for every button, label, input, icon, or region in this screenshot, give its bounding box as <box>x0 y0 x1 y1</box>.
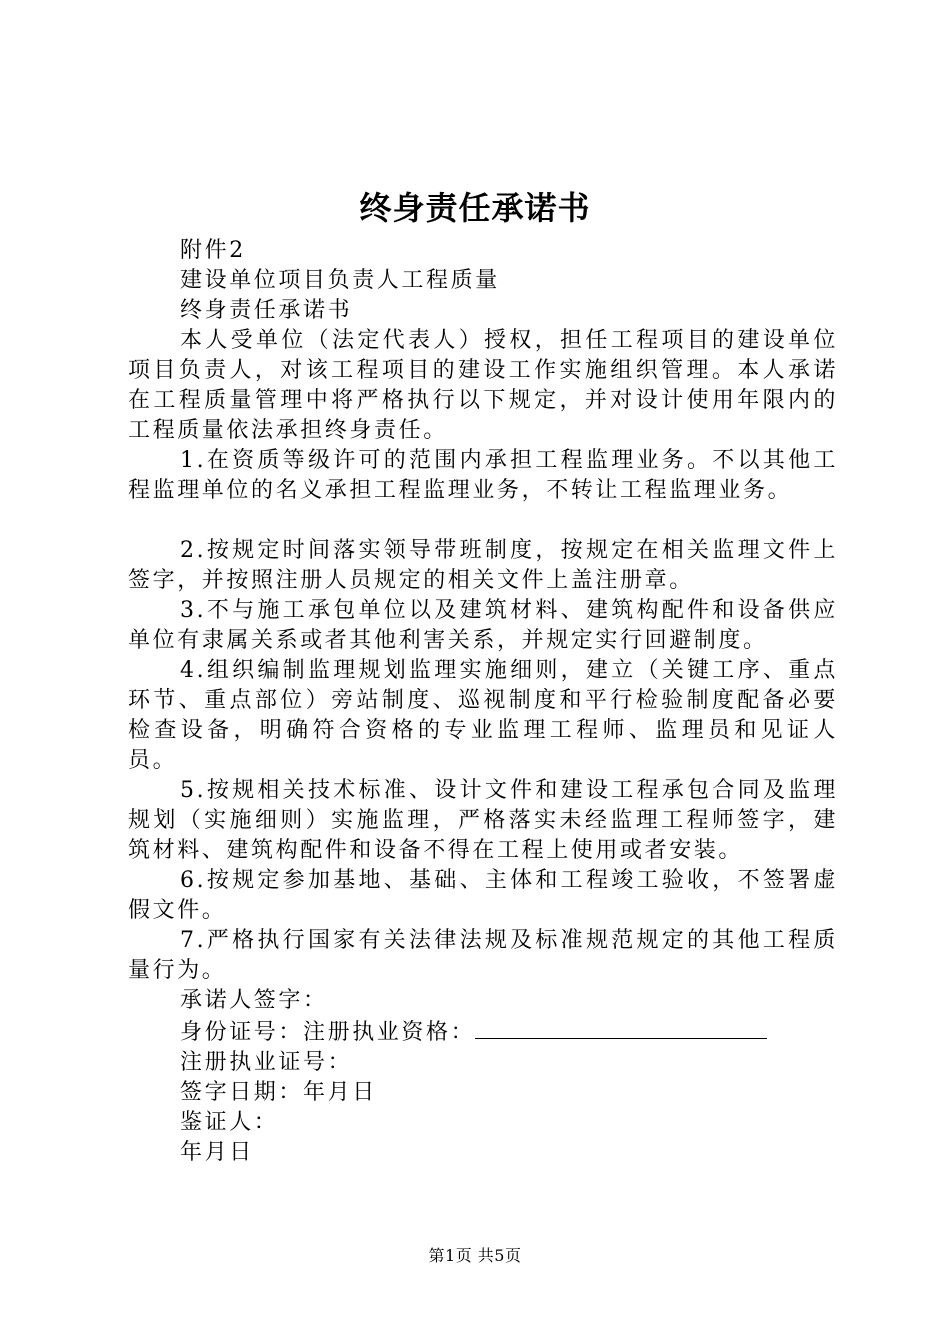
witness-date-label: 年月日 <box>180 1140 254 1165</box>
commitment-item-2: 2.按规定时间落实领导带班制度，按规定在相关监理文件上签字，并按照注册人员规定的相关文件上盖注册章。 <box>128 538 838 593</box>
witness-label: 鉴证人： <box>180 1110 279 1135</box>
id-qualification-line <box>128 1016 838 1048</box>
intro-paragraph: 本人受单位（法定代表人）授权，担任工程项目的建设单位项目负责人，对该工程项目的建设工作实施组织管理。本人承诺在工程质量管理中将严格执行以下规定，并对设计使用年限内的工程质量依法承担终身责任。 <box>128 328 838 443</box>
commitment-item-1: 1.在资质等级许可的范围内承担工程监理业务。不以其他工程监理单位的名义承担工程监理业务，不转让工程监理业务。 <box>128 448 838 503</box>
id-qualification-label: 身份证号：注册执业资格： <box>180 1020 476 1045</box>
document-title: 终身责任承诺书 <box>359 189 591 227</box>
qualification-blank-line <box>475 1016 767 1039</box>
paragraph-gap <box>128 506 838 536</box>
subtitle-line-1: 建设单位项目负责人工程质量 <box>180 268 500 293</box>
page-footer: 第1页 共5页 <box>428 1246 522 1265</box>
subtitle-line-2: 终身责任承诺书 <box>180 298 353 323</box>
commitment-item-7: 7.严格执行国家有关法律法规及标准规范规定的其他工程质量行为。 <box>128 928 838 983</box>
commitment-item-4: 4.组织编制监理规划监理实施细则，建立（关键工序、重点环节、重点部位）旁站制度、巡视制度和平行检验制度配备必要检查设备，明确符合资格的专业监理工程师、监理员和见证人员。 <box>128 658 838 773</box>
commitment-item-6: 6.按规定参加基地、基础、主体和工程竣工验收，不签署虚假文件。 <box>128 868 838 923</box>
commitment-item-5: 5.按规相关技术标准、设计文件和建设工程承包合同及监理规划（实施细则）实施监理，严格落实未经监理工程师签字，建筑材料、建筑构配件和设备不得在工程上使用或者安装。 <box>128 778 838 863</box>
sign-date-label: 签字日期：年月日 <box>180 1080 377 1105</box>
annex-label: 附件2 <box>180 238 246 263</box>
commitment-item-3: 3.不与施工承包单位以及建筑材料、建筑构配件和设备供应单位有隶属关系或者其他利害关系，并规定实行回避制度。 <box>128 598 838 653</box>
promisor-signature-label: 承诺人签字： <box>180 988 328 1013</box>
registration-number-label: 注册执业证号： <box>180 1050 353 1075</box>
document-body <box>128 236 838 1168</box>
